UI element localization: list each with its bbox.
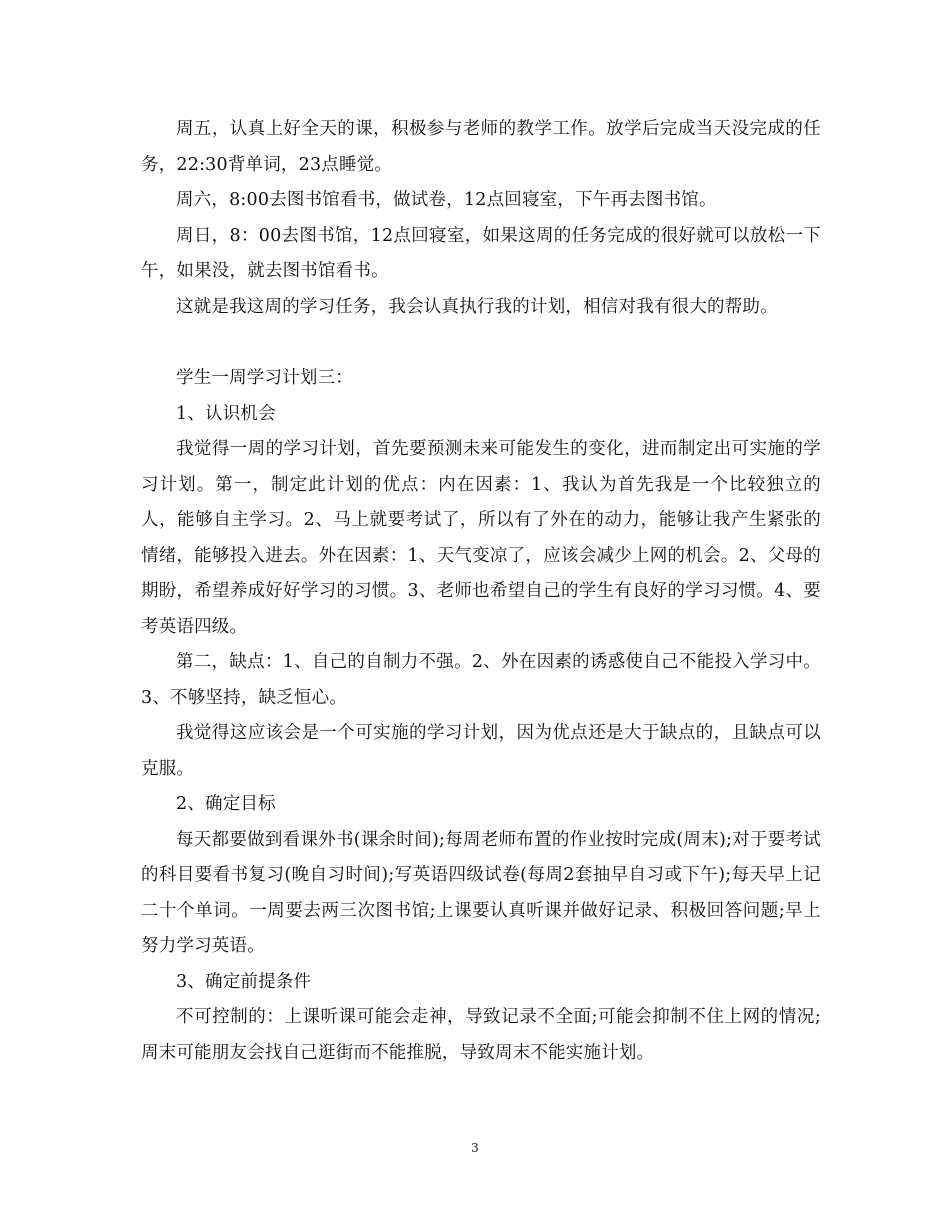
paragraph-feasibility: 我觉得这应该会是一个可实施的学习计划，因为优点还是大于缺点的，且缺点可以克服。 <box>141 723 821 779</box>
paragraph-saturday: 周六，8:00去图书馆看书，做试卷，12点回寝室，下午再去图书馆。 <box>176 190 717 210</box>
paragraph-friday: 周五，认真上好全天的课，积极参与老师的教学工作。放学后完成当天没完成的任务，22:30背单词，23点睡觉。 <box>141 119 821 175</box>
document-body <box>141 112 821 1071</box>
paragraph-uncontrollable-factors: 不可控制的：上课听课可能会走神，导致记录不全面;可能会抑制不住上网的情况;周末可能朋友会找自己逛街而不能推脱，导致周末不能实施计划。 <box>141 1007 821 1063</box>
paragraph-sunday: 周日，8：00去图书馆，12点回寝室，如果这周的任务完成的很好就可以放松一下午，如果没，就去图书馆看书。 <box>141 225 821 281</box>
subheading-recognize-opportunity: 1、认识机会 <box>176 403 276 424</box>
paragraph-summary: 这就是我这周的学习任务，我会认真执行我的计划，相信对我有很大的帮助。 <box>176 296 778 317</box>
paragraph-goals: 每天都要做到看课外书(课余时间);每周老师布置的作业按时完成(周末);对于要考试的科目要看书复习(晚自习时间);写英语四级试卷(每周2套抽早自习或下午);每天早上记二十个单词。一周要去两三次图书馆;上课要认真听课并做好记录、积极回答问题;早上努力学习英语。 <box>141 829 821 956</box>
section-heading-plan-three: 学生一周学习计划三： <box>176 368 353 388</box>
subheading-set-goals: 2、确定目标 <box>176 794 276 814</box>
subheading-preconditions: 3、确定前提条件 <box>176 971 312 992</box>
paragraph-weaknesses: 第二，缺点：1、自己的自制力不强。2、外在因素的诱惑使自己不能投入学习中。3、不够坚持，缺乏恒心。 <box>141 652 821 708</box>
paragraph-opportunity-analysis: 我觉得一周的学习计划，首先要预测未来可能发生的变化，进而制定出可实施的学习计划。第一，制定此计划的优点：内在因素：1、我认为首先我是一个比较独立的人，能够自主学习。2、马上就要考试了，所以有了外在的动力，能够让我产生紧张的情绪，能够投入进去。外在因素：1、天气变凉了，应该会减少上网的机会。2、父母的期盼，希望养成好好学习的习惯。3、老师也希望自己的学生有良好的学习习惯。4、要考英语四级。 <box>141 439 821 637</box>
page-number: 3 <box>471 1141 479 1155</box>
